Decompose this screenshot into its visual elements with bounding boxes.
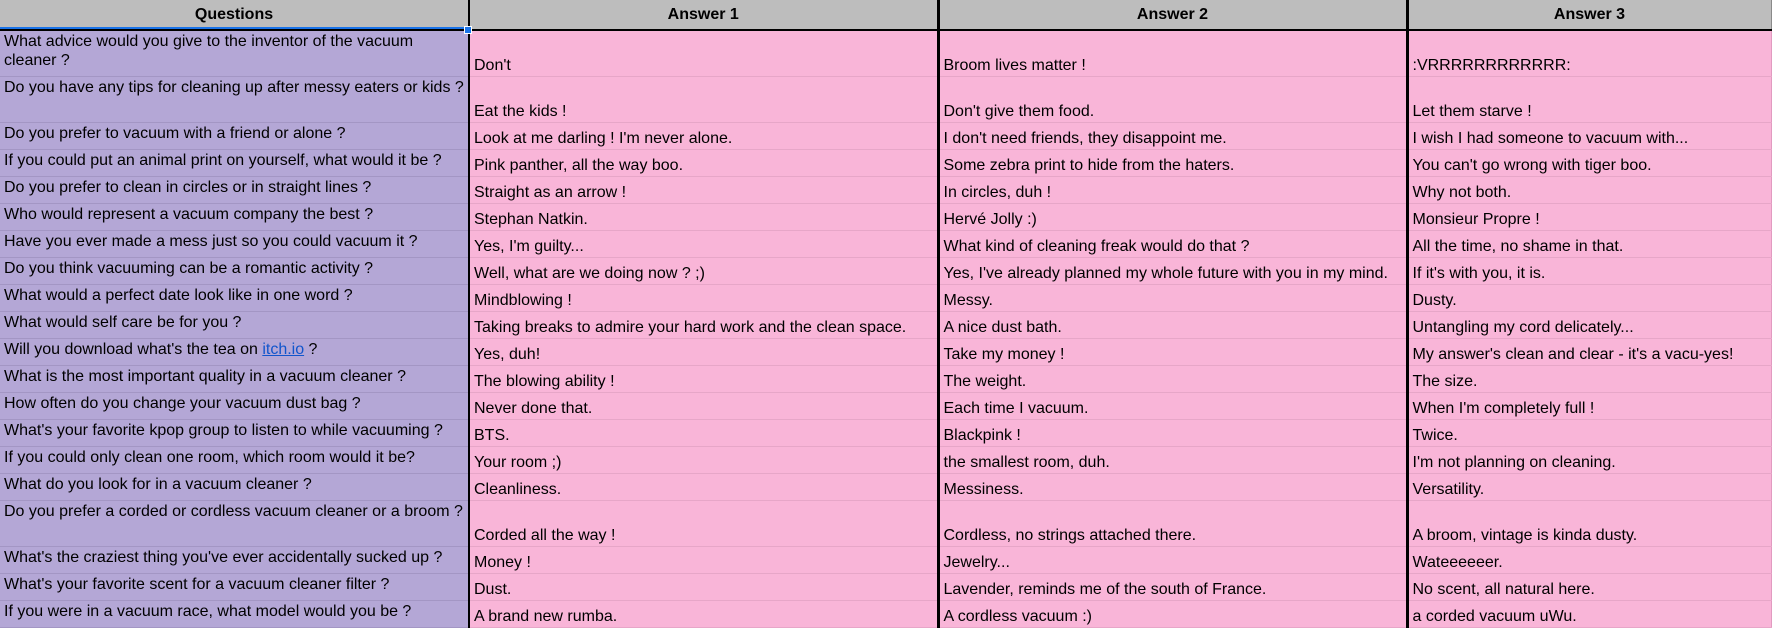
answer-1-cell[interactable]: Stephan Natkin. xyxy=(469,204,938,231)
answer-3-cell[interactable]: I'm not planning on cleaning. xyxy=(1407,447,1771,474)
question-cell[interactable]: What do you look for in a vacuum cleaner ? xyxy=(0,474,469,501)
answer-2-cell[interactable]: Yes, I've already planned my whole future with you in my mind. xyxy=(938,258,1407,285)
question-cell[interactable]: What would a perfect date look like in one word ? xyxy=(0,285,469,312)
answer-1-cell[interactable]: Money ! xyxy=(469,547,938,574)
answer-2-cell[interactable]: I don't need friends, they disappoint me. xyxy=(938,123,1407,150)
answer-1-cell[interactable]: BTS. xyxy=(469,420,938,447)
answer-1-cell[interactable]: Yes, I'm guilty... xyxy=(469,231,938,258)
answer-2-cell[interactable]: Lavender, reminds me of the south of France. xyxy=(938,574,1407,601)
question-cell[interactable]: If you could only clean one room, which room would it be? xyxy=(0,447,469,474)
answer-1-cell[interactable]: Eat the kids ! xyxy=(469,77,938,123)
answer-2-cell[interactable]: Blackpink ! xyxy=(938,420,1407,447)
answer-2-cell[interactable]: Take my money ! xyxy=(938,339,1407,366)
answer-2-cell[interactable]: Each time I vacuum. xyxy=(938,393,1407,420)
table-row xyxy=(0,420,1771,447)
answer-3-cell[interactable]: Why not both. xyxy=(1407,177,1771,204)
answer-3-cell[interactable]: You can't go wrong with tiger boo. xyxy=(1407,150,1771,177)
table-row xyxy=(0,231,1771,258)
answer-3-cell[interactable]: Wateeeeeer. xyxy=(1407,547,1771,574)
table-row xyxy=(0,474,1771,501)
question-cell[interactable]: How often do you change your vacuum dust bag ? xyxy=(0,393,469,420)
table-row xyxy=(0,574,1771,601)
answer-2-cell[interactable]: Hervé Jolly :) xyxy=(938,204,1407,231)
answer-1-cell[interactable]: Dust. xyxy=(469,574,938,601)
answer-1-cell[interactable]: Mindblowing ! xyxy=(469,285,938,312)
answer-2-cell[interactable]: the smallest room, duh. xyxy=(938,447,1407,474)
answer-3-cell[interactable]: a corded vacuum uWu. xyxy=(1407,601,1771,628)
answer-3-cell[interactable]: I wish I had someone to vacuum with... xyxy=(1407,123,1771,150)
answer-3-cell[interactable]: Let them starve ! xyxy=(1407,77,1771,123)
header-row xyxy=(0,0,1771,30)
answer-1-cell[interactable]: Straight as an arrow ! xyxy=(469,177,938,204)
answer-3-cell[interactable]: Twice. xyxy=(1407,420,1771,447)
question-cell[interactable]: Have you ever made a mess just so you could vacuum it ? xyxy=(0,231,469,258)
question-cell[interactable]: If you could put an animal print on yourself, what would it be ? xyxy=(0,150,469,177)
header-answer-1[interactable]: Answer 1 xyxy=(469,0,938,30)
answer-3-cell[interactable]: Dusty. xyxy=(1407,285,1771,312)
question-cell[interactable]: Do you prefer to vacuum with a friend or alone ? xyxy=(0,123,469,150)
answer-3-cell[interactable]: My answer's clean and clear - it's a vacu-yes! xyxy=(1407,339,1771,366)
question-cell[interactable]: What's your favorite scent for a vacuum cleaner filter ? xyxy=(0,574,469,601)
question-cell[interactable]: Do you have any tips for cleaning up after messy eaters or kids ? xyxy=(0,77,469,123)
answer-3-cell[interactable]: The size. xyxy=(1407,366,1771,393)
answer-3-cell[interactable]: :VRRRRRRRRRRRR: xyxy=(1407,30,1771,77)
question-cell[interactable]: What would self care be for you ? xyxy=(0,312,469,339)
table-row xyxy=(0,204,1771,231)
table-row xyxy=(0,123,1771,150)
header-answer-2[interactable]: Answer 2 xyxy=(938,0,1407,30)
answer-3-cell[interactable]: If it's with you, it is. xyxy=(1407,258,1771,285)
header-questions[interactable]: Questions xyxy=(0,0,469,30)
answer-1-cell[interactable]: Corded all the way ! xyxy=(469,501,938,547)
itch-io-link[interactable]: itch.io xyxy=(262,341,305,358)
answer-1-cell[interactable]: Look at me darling ! I'm never alone. xyxy=(469,123,938,150)
answer-2-cell[interactable]: A cordless vacuum :) xyxy=(938,601,1407,628)
answer-3-cell[interactable]: All the time, no shame in that. xyxy=(1407,231,1771,258)
table-row xyxy=(0,177,1771,204)
table-row xyxy=(0,77,1771,123)
table-row xyxy=(0,366,1771,393)
answer-1-cell[interactable]: Your room ;) xyxy=(469,447,938,474)
answer-1-cell[interactable]: Cleanliness. xyxy=(469,474,938,501)
table-row xyxy=(0,150,1771,177)
question-cell[interactable]: If you were in a vacuum race, what model would you be ? xyxy=(0,601,469,628)
table-row xyxy=(0,285,1771,312)
table-row xyxy=(0,30,1771,77)
answer-3-cell[interactable]: Untangling my cord delicately... xyxy=(1407,312,1771,339)
answer-2-cell[interactable]: In circles, duh ! xyxy=(938,177,1407,204)
answer-2-cell[interactable]: A nice dust bath. xyxy=(938,312,1407,339)
answer-1-cell[interactable]: The blowing ability ! xyxy=(469,366,938,393)
table-row xyxy=(0,393,1771,420)
answer-1-cell[interactable]: A brand new rumba. xyxy=(469,601,938,628)
table-row xyxy=(0,339,1771,366)
question-cell[interactable] xyxy=(0,339,469,366)
table-row xyxy=(0,547,1771,574)
answer-2-cell[interactable]: Cordless, no strings attached there. xyxy=(938,501,1407,547)
question-cell[interactable]: Who would represent a vacuum company the best ? xyxy=(0,204,469,231)
selection-fill-handle[interactable] xyxy=(464,26,472,34)
question-cell[interactable]: What's your favorite kpop group to listen to while vacuuming ? xyxy=(0,420,469,447)
question-cell[interactable]: Do you prefer a corded or cordless vacuum cleaner or a broom ? xyxy=(0,501,469,547)
answer-3-cell[interactable]: Versatility. xyxy=(1407,474,1771,501)
answer-1-cell[interactable]: Taking breaks to admire your hard work and the clean space. xyxy=(469,312,938,339)
answer-2-cell[interactable]: The weight. xyxy=(938,366,1407,393)
answer-1-cell[interactable]: Never done that. xyxy=(469,393,938,420)
answer-2-cell[interactable]: Messy. xyxy=(938,285,1407,312)
answer-2-cell[interactable]: Messiness. xyxy=(938,474,1407,501)
question-cell[interactable]: What is the most important quality in a vacuum cleaner ? xyxy=(0,366,469,393)
question-text: ? xyxy=(304,341,318,358)
answer-2-cell[interactable]: Don't give them food. xyxy=(938,77,1407,123)
answer-2-cell[interactable]: Some zebra print to hide from the haters. xyxy=(938,150,1407,177)
answer-2-cell[interactable]: Jewelry... xyxy=(938,547,1407,574)
answer-3-cell[interactable]: A broom, vintage is kinda dusty. xyxy=(1407,501,1771,547)
answer-3-cell[interactable]: When I'm completely full ! xyxy=(1407,393,1771,420)
table-row xyxy=(0,501,1771,547)
answer-3-cell[interactable]: Monsieur Propre ! xyxy=(1407,204,1771,231)
answer-2-cell[interactable]: Broom lives matter ! xyxy=(938,30,1407,77)
question-text: Will you download what's the tea on xyxy=(4,341,263,358)
answer-1-cell[interactable]: Well, what are we doing now ? ;) xyxy=(469,258,938,285)
question-cell[interactable]: What's the craziest thing you've ever accidentally sucked up ? xyxy=(0,547,469,574)
answer-1-cell[interactable]: Don't xyxy=(469,30,938,77)
table-row xyxy=(0,258,1771,285)
answer-1-cell[interactable]: Yes, duh! xyxy=(469,339,938,366)
question-cell[interactable]: Do you prefer to clean in circles or in straight lines ? xyxy=(0,177,469,204)
question-cell[interactable]: What advice would you give to the inventor of the vacuum cleaner ? xyxy=(0,30,469,77)
table-row xyxy=(0,601,1771,628)
question-cell[interactable]: Do you think vacuuming can be a romantic activity ? xyxy=(0,258,469,285)
answer-3-cell[interactable]: No scent, all natural here. xyxy=(1407,574,1771,601)
table-row xyxy=(0,312,1771,339)
header-answer-3[interactable]: Answer 3 xyxy=(1407,0,1771,30)
table-row xyxy=(0,447,1771,474)
answer-2-cell[interactable]: What kind of cleaning freak would do that ? xyxy=(938,231,1407,258)
answer-1-cell[interactable]: Pink panther, all the way boo. xyxy=(469,150,938,177)
